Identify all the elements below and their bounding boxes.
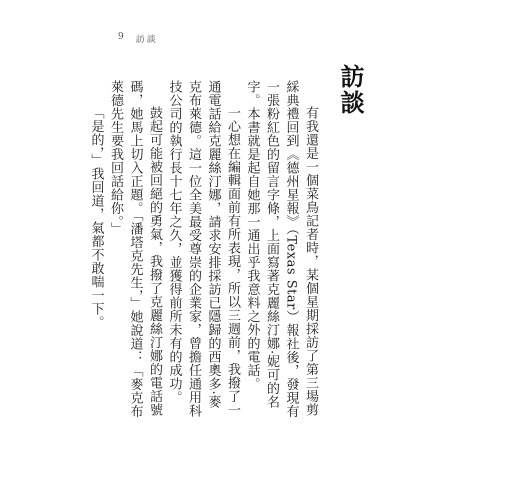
body-text [86, 80, 320, 420]
running-head-section: 訪談 [135, 35, 158, 45]
chapter-title: 訪談 [336, 64, 365, 116]
running-head [118, 32, 158, 45]
paragraph-2: 一心想在編輯面前有所表現，所以三週前，我撥了一通電話給克麗絲汀娜，請求安排採訪已隱歸的西奧多·麥克布萊德。這一位全美最受尊崇的企業家，曾擔任通用科技公司的執行長十七年之久，並獲得前所未有的成功。 [166, 80, 240, 418]
page-number: 9 [118, 32, 126, 42]
paragraph-1: 有我還是一個菜鳥記者時，某個星期採訪了第三場剪綵典禮回到《德州星報》（Texas Star）報社後，發現有一張粉紅色的留言字條，上面寫著克麗絲汀娜·妮可的名字。本書就是起自她那一通出乎我意料之外的電話。 [244, 80, 318, 418]
paragraph-4: 「是的，」我回道，氣都不敢喘一下。 [88, 106, 104, 329]
paragraph-3: 鼓起可能被回絕的勇氣，我撥了克麗絲汀娜的電話號碼，她馬上切入正題。「潘塔克先生，」她說道：「麥克布萊德先生要我回話給你。」 [108, 80, 162, 418]
